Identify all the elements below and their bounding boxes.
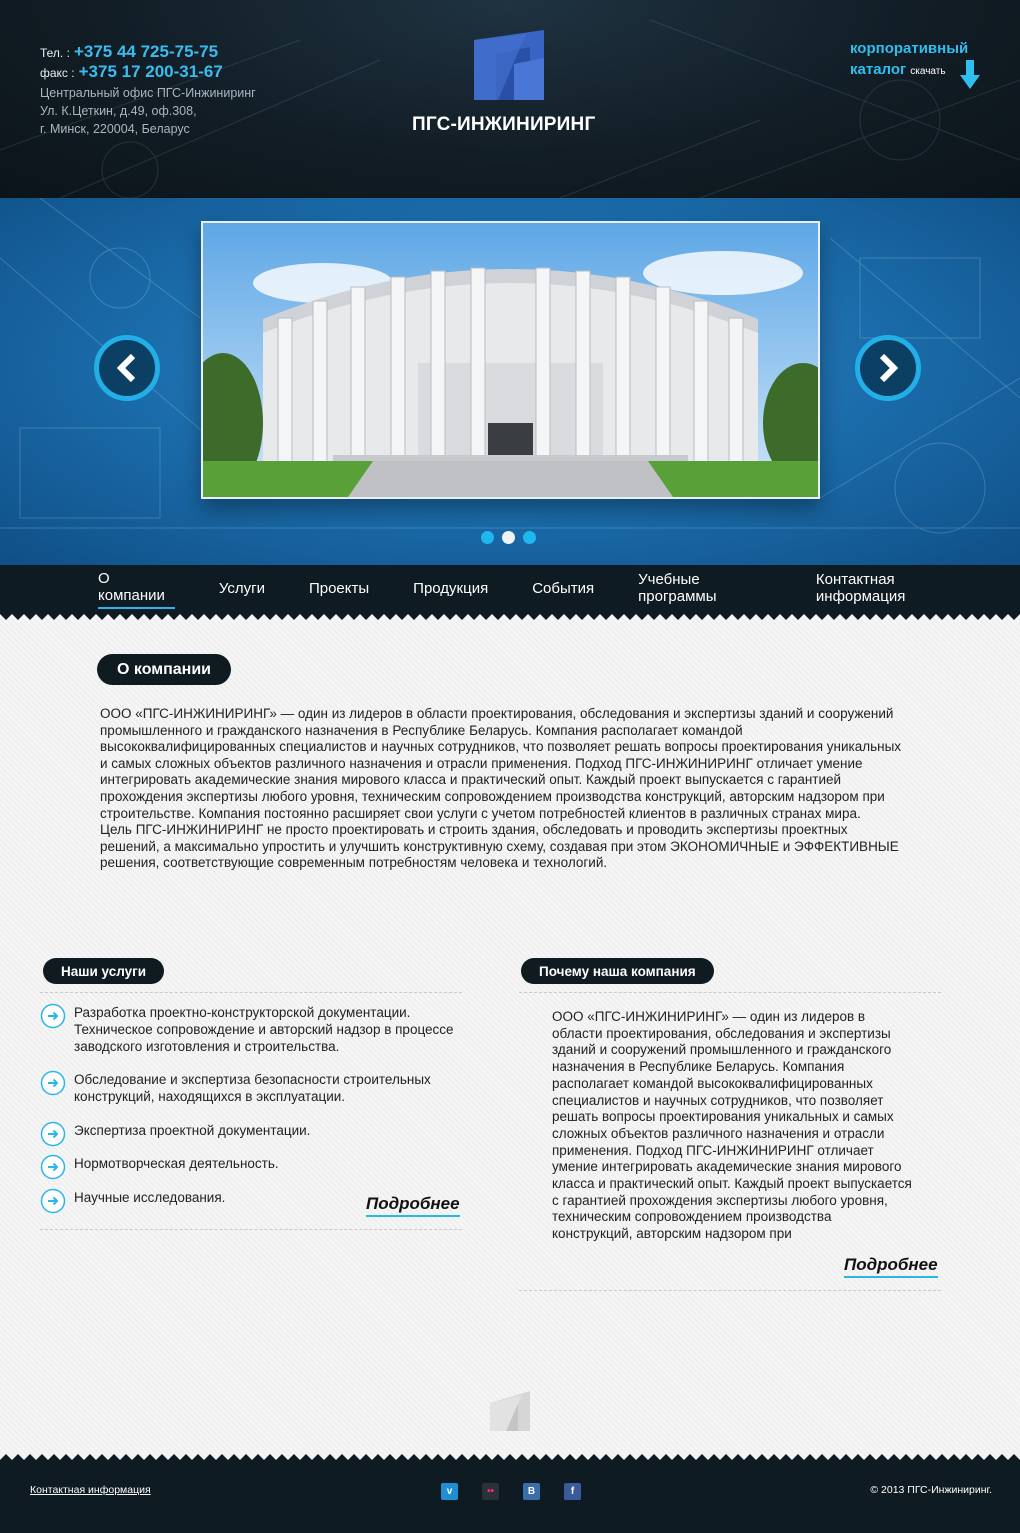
service-text: Нормотворческая деятельность. <box>74 1156 279 1171</box>
divider <box>40 992 462 993</box>
service-item[interactable] <box>40 1121 484 1147</box>
about-paragraph: ООО «ПГС-ИНЖИНИРИНГ» — один из лидеров в области проектирования, обследования и экспертизы зданий и сооружений промышленного и гражданского назначения в Республике Беларусь. Компания располагает командой высококвалифицированных специалистов и научных сотрудников, что позволяет решать вопросы проектирования уникальных и самых сложных объектов различного назначения и отрасли применения. Подход ПГС-ИНЖИНИРИНГ отличает умение интегрировать академические знания мирового класса и практический опыт. Каждый проект выпускается с гарантией прохождения экспертизы любого уровня, техническим сопровождением производства конструкций, авторским надзором при строительстве. Компания постоянно расширяет свои услуги с учетом потребностей клиентов в различных странах мира. <box>100 706 902 821</box>
why-more-link[interactable]: Подробнее <box>844 1255 938 1278</box>
service-text: Экспертиза проектной документации. <box>74 1123 311 1138</box>
section-title-about: О компании <box>97 654 231 685</box>
divider <box>519 992 941 993</box>
chevron-left-icon <box>114 353 140 383</box>
menu-zigzag-edge <box>0 614 1020 620</box>
service-item[interactable] <box>40 1154 484 1180</box>
why-text: ООО «ПГС-ИНЖИНИРИНГ» — один из лидеров в области проектирования, обследования и экспертизы зданий и сооружений промышленного и гражданского назначения в Республике Беларусь. Компания располагает командой высококвалифицированных специалистов и научных сотрудников, что позволяет решать вопросы проектирования уникальных и самых сложных объектов различного назначения и отрасли применения. Подход ПГС-ИНЖИНИРИНГ отличает умение интегрировать академические знания мирового класса и практический опыт. Каждый проект выпускается с гарантией прохождения экспертизы любого уровня, техническим сопровождением производства конструкций, авторским надзором при <box>552 1009 912 1242</box>
slider-dot-2[interactable] <box>502 531 515 544</box>
about-text <box>100 706 910 872</box>
arrow-circle-icon <box>40 1003 66 1029</box>
building-photo <box>203 223 818 497</box>
slider-dot-3[interactable] <box>523 531 536 544</box>
catalog-download[interactable] <box>850 38 990 82</box>
nav-item-services[interactable]: Услуги <box>218 579 265 597</box>
arrow-circle-icon <box>40 1070 66 1096</box>
service-text: Обследование и экспертиза безопасности строительных конструкций, находящихся в эксплуатации. <box>74 1072 431 1104</box>
download-arrow-icon[interactable] <box>960 60 980 90</box>
image-slider <box>0 198 1020 565</box>
nav-item-projects[interactable]: Проекты <box>308 579 370 597</box>
footer-logo-icon <box>488 1389 532 1433</box>
catalog-label-line2: каталог <box>850 61 907 78</box>
nav-item-about[interactable]: О компании <box>98 570 175 609</box>
section-title-why: Почему наша компания <box>521 958 714 984</box>
office-address <box>40 84 256 138</box>
service-item[interactable] <box>40 1003 484 1055</box>
main-content <box>0 614 1020 1460</box>
main-navigation <box>0 565 1020 614</box>
slide-image <box>201 221 820 499</box>
slider-prev-button[interactable] <box>94 335 160 401</box>
fax-label: факс : <box>40 66 75 80</box>
address-line: Ул. К.Цеткин, д.49, оф.308, <box>40 104 197 118</box>
section-title-services: Наши услуги <box>43 958 164 984</box>
phone-label: Тел. : <box>40 46 70 60</box>
divider <box>519 1290 941 1291</box>
vkontakte-icon[interactable]: В <box>523 1483 540 1500</box>
social-links <box>441 1483 581 1500</box>
arrow-circle-icon <box>40 1121 66 1147</box>
service-text: Разработка проектно-конструкторской документации. Техническое сопровождение и авторский надзор в процессе заводского изготовления и строительства. <box>74 1005 454 1054</box>
service-item[interactable] <box>40 1070 484 1106</box>
services-more-link[interactable]: Подробнее <box>366 1194 460 1217</box>
arrow-circle-icon <box>40 1154 66 1180</box>
site-header <box>0 0 1020 198</box>
footer-contact-link[interactable]: Контактная информация <box>30 1484 151 1496</box>
arrow-circle-icon <box>40 1188 66 1214</box>
footer-zigzag-edge <box>0 1454 1020 1460</box>
header-contacts <box>40 42 256 138</box>
slider-next-button[interactable] <box>855 335 921 401</box>
vimeo-icon[interactable]: v <box>441 1483 458 1500</box>
nav-item-products[interactable]: Продукция <box>413 579 489 597</box>
catalog-label-line1: корпоративный <box>850 40 969 57</box>
logo-text[interactable]: ПГС-ИНЖИНИРИНГ <box>412 114 596 135</box>
download-link[interactable]: скачать <box>910 66 946 77</box>
fax-number[interactable]: +375 17 200-31-67 <box>78 62 223 81</box>
facebook-icon[interactable]: f <box>564 1483 581 1500</box>
site-footer <box>0 1460 1020 1533</box>
about-paragraph: Цель ПГС-ИНЖИНИРИНГ не просто проектировать и строить здания, обследовать и проводить экспертизы проектных решений, а максимально упростить и улучшить конструктивную схему, создавая при этом ЭКОНОМИЧНЫЕ и ЭФФЕКТИВНЫЕ решения, соответствующие современным потребностям человека и технологий. <box>100 822 899 871</box>
slider-dot-1[interactable] <box>481 531 494 544</box>
service-text: Научные исследования. <box>74 1190 226 1205</box>
nav-item-training[interactable]: Учебные программы <box>638 571 717 605</box>
nav-item-contacts[interactable]: Контактная информация <box>815 571 906 605</box>
copyright: © 2013 ПГС-Инжиниринг. <box>870 1484 992 1496</box>
nav-item-events[interactable]: События <box>532 579 595 597</box>
chevron-right-icon <box>875 353 901 383</box>
phone-number[interactable]: +375 44 725-75-75 <box>73 42 219 61</box>
address-line: г. Минск, 220004, Беларус <box>40 122 190 136</box>
slider-pagination <box>481 531 536 544</box>
divider <box>40 1229 462 1230</box>
flickr-icon[interactable]: •• <box>482 1483 499 1500</box>
address-line: Центральный офис ПГС-Инжиниринг <box>40 86 256 100</box>
